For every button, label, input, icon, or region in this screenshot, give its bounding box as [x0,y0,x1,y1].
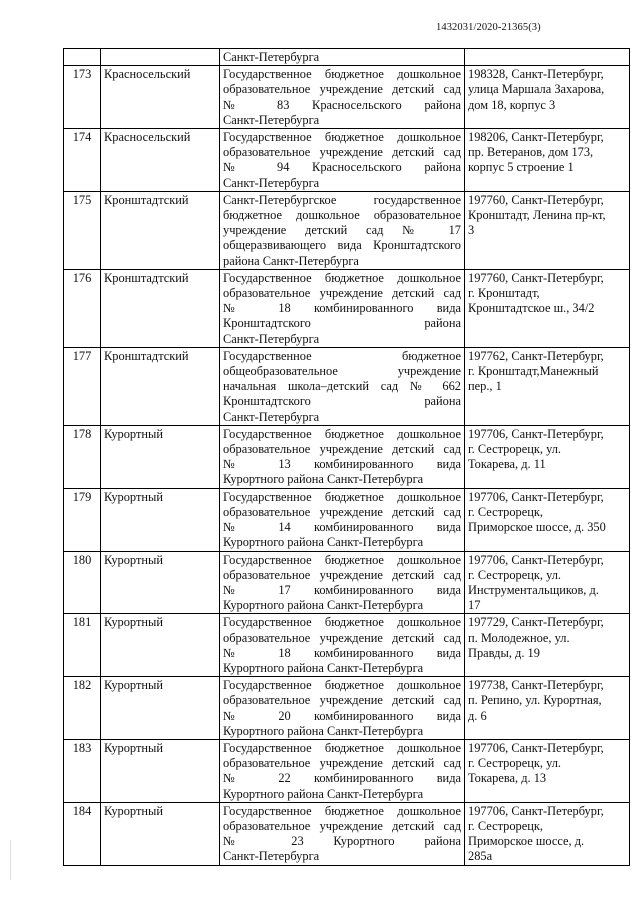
institution-name-cell [220,269,465,347]
address-line: 17 [468,598,481,613]
continuation-row [64,49,630,66]
table-row [64,129,630,192]
name-line: № 17 комбинированного вида [223,582,461,597]
address-line: г. Сестрорецк, [468,818,544,833]
address-line: п. Репино, ул. Курортная, [468,693,602,708]
address-line: 197706, Санкт-Петербург, [468,740,604,755]
address-line: г. Сестрорецк, ул. [468,567,562,582]
address-line: 197706, Санкт-Петербург, [468,803,604,818]
name-line: Кронштадтского района [223,394,461,409]
name-line: бюджетное дошкольное образовательное [223,208,461,223]
address-cell [465,347,630,425]
address-line: 197706, Санкт-Петербург, [468,552,604,567]
table-body [64,49,630,866]
institution-name-cell [220,347,465,425]
address-line: Кронштадт, Ленина пр-кт, [468,208,606,223]
district-cell: Курортный [101,488,220,551]
address-cell [465,66,630,129]
name-line: Санкт-Петербурга [223,331,320,346]
row-number: 176 [64,269,101,347]
address-line: улица Маршала Захарова, [468,82,605,97]
row-number: 181 [64,614,101,677]
row-number: 178 [64,425,101,488]
address-line: 3 [468,223,475,238]
scan-margin-mark [10,840,11,880]
institution-name-cell [220,425,465,488]
table-row [64,551,630,614]
name-line: Государственное бюджетное дошкольное [223,740,461,755]
name-line: № 83 Красносельского района [223,97,461,112]
institution-name-cell [220,49,465,66]
table-row [64,347,630,425]
name-line: № 94 Красносельского района [223,160,461,175]
district-cell: Курортный [101,677,220,740]
address-line: Приморское шоссе, д. 350 [468,520,606,535]
name-line: Курортного района Санкт-Петербурга [223,535,424,550]
table-row [64,66,630,129]
name-line: Курортного района Санкт-Петербурга [223,786,424,801]
row-number: 177 [64,347,101,425]
address-cell [465,488,630,551]
document-id: 1432031/2020-21365(3) [436,22,541,33]
district-cell: Кронштадтский [101,347,220,425]
district-cell: Красносельский [101,66,220,129]
name-line: образовательное учреждение детский сад [223,630,461,645]
address-line: 285а [468,849,493,864]
row-number: 183 [64,739,101,802]
address-line: Инструментальщиков, д. [468,582,599,597]
name-line: № 18 комбинированного вида [223,645,461,660]
institution-name-cell [220,488,465,551]
name-line: Курортного района Санкт-Петербурга [223,723,424,738]
name-line: учреждение детский сад № 17 [223,223,461,238]
name-line: образовательное учреждение детский сад [223,442,461,457]
name-line: Государственное бюджетное дошкольное [223,803,461,818]
address-line: Токарева, д. 13 [468,771,547,786]
district-cell: Кронштадтский [101,191,220,269]
address-cell [465,739,630,802]
name-line: № 20 комбинированного вида [223,708,461,723]
name-line: Государственное бюджетное дошкольное [223,678,461,693]
address-line: 197760, Санкт-Петербург, [468,270,604,285]
institution-name-cell [220,677,465,740]
name-line: образовательное учреждение детский сад [223,818,461,833]
row-number: 182 [64,677,101,740]
kindergarten-table [63,48,630,866]
row-number: 173 [64,66,101,129]
name-line: образовательное учреждение детский сад [223,693,461,708]
row-number: 180 [64,551,101,614]
name-line: Государственное бюджетное дошкольное [223,426,461,441]
district-cell: Курортный [101,425,220,488]
name-line: № 23 Курортного района [223,834,461,849]
name-line: Курортного района Санкт-Петербурга [223,472,424,487]
table-row [64,488,630,551]
name-line: образовательное учреждение детский сад [223,145,461,160]
name-line: Санкт-Петербурга [223,849,320,864]
name-line: Курортного района Санкт-Петербурга [223,660,424,675]
address-line: г. Сестрорецк, ул. [468,756,562,771]
name-line: № 18 комбинированного вида [223,301,461,316]
address-cell [465,269,630,347]
name-line: Государственное бюджетное дошкольное [223,270,461,285]
address-cell [465,677,630,740]
address-cell [465,802,630,865]
address-line: 197706, Санкт-Петербург, [468,426,604,441]
address-line: д. 6 [468,708,487,723]
name-line: образовательное учреждение детский сад [223,504,461,519]
address-line: 197729, Санкт-Петербург, [468,615,604,630]
institution-name-cell [220,802,465,865]
table-row [64,739,630,802]
address-line: п. Молодежное, ул. [468,630,570,645]
address-line: 198328, Санкт-Петербург, [468,67,604,82]
address-cell [465,614,630,677]
institution-name-cell [220,551,465,614]
institution-name-cell [220,66,465,129]
table-row [64,802,630,865]
address-line: 198206, Санкт-Петербург, [468,130,604,145]
address-line: 197706, Санкт-Петербург, [468,489,604,504]
address-line: дом 18, корпус 3 [468,97,556,112]
table-row [64,191,630,269]
address-line: 197760, Санкт-Петербург, [468,192,604,207]
address-line: корпус 5 строение 1 [468,160,574,175]
district-cell: Курортный [101,739,220,802]
name-line: Государственное бюджетное дошкольное [223,489,461,504]
name-line: Санкт-Петербурга [223,112,320,127]
name-line: образовательное учреждение детский сад [223,567,461,582]
address-line: г. Сестрорецк, ул. [468,442,562,457]
institution-name-cell [220,129,465,192]
table-row [64,425,630,488]
name-line: Курортного района Санкт-Петербурга [223,598,424,613]
table-row [64,614,630,677]
name-line: Кронштадтского района [223,316,461,331]
row-number: 179 [64,488,101,551]
name-line: Государственное бюджетное дошкольное [223,615,461,630]
address-cell [465,129,630,192]
institution-name-cell [220,739,465,802]
name-line: № 13 комбинированного вида [223,457,461,472]
row-number [64,49,101,66]
address-line: Приморское шоссе, д. [468,834,585,849]
institution-name-cell [220,614,465,677]
name-line: Санкт-Петербурга [223,175,320,190]
name-line: Санкт-Петербурга [223,409,320,424]
address-line: Правды, д. 19 [468,645,540,660]
district-cell: Красносельский [101,129,220,192]
row-number: 184 [64,802,101,865]
address-line: г. Кронштадт, [468,286,540,301]
name-line: района Санкт-Петербурга [223,253,359,268]
name-line: Государственное бюджетное дошкольное [223,552,461,567]
name-line: образовательное учреждение детский сад [223,286,461,301]
address-cell [465,551,630,614]
row-number: 175 [64,191,101,269]
name-line: образовательное учреждение детский сад [223,756,461,771]
address-cell [465,425,630,488]
district-cell: Курортный [101,614,220,677]
row-number: 174 [64,129,101,192]
name-line: Государственное бюджетное дошкольное [223,67,461,82]
name-line: Государственное бюджетное [223,348,461,363]
address-line: 197738, Санкт-Петербург, [468,678,604,693]
name-line: общеразвивающего вида Кронштадтского [223,238,461,253]
name-line: № 14 комбинированного вида [223,520,461,535]
address-line: 197762, Санкт-Петербург, [468,348,604,363]
address-line: г. Кронштадт,Манежный [468,364,599,379]
district-cell [101,49,220,66]
address-line: пер., 1 [468,379,502,394]
district-cell: Курортный [101,802,220,865]
name-line: № 22 комбинированного вида [223,771,461,786]
name-line: образовательное учреждение детский сад [223,82,461,97]
address-cell [465,191,630,269]
name-line: Санкт-Петербургское государственное [223,192,461,207]
name-line: начальная школа–детский сад № 662 [223,379,461,394]
institution-name-cell [220,191,465,269]
address-line: пр. Ветеранов, дом 173, [468,145,594,160]
table-row [64,269,630,347]
name-line: Государственное бюджетное дошкольное [223,130,461,145]
address-cell [465,49,630,66]
district-cell: Кронштадтский [101,269,220,347]
name-line: Санкт-Петербурга [223,50,320,64]
address-line: г. Сестрорецк, [468,504,544,519]
address-line: Токарева, д. 11 [468,457,546,472]
district-cell: Курортный [101,551,220,614]
address-line: Кронштадтское ш., 34/2 [468,301,595,316]
name-line: общеобразовательное учреждение [223,364,461,379]
table-row [64,677,630,740]
